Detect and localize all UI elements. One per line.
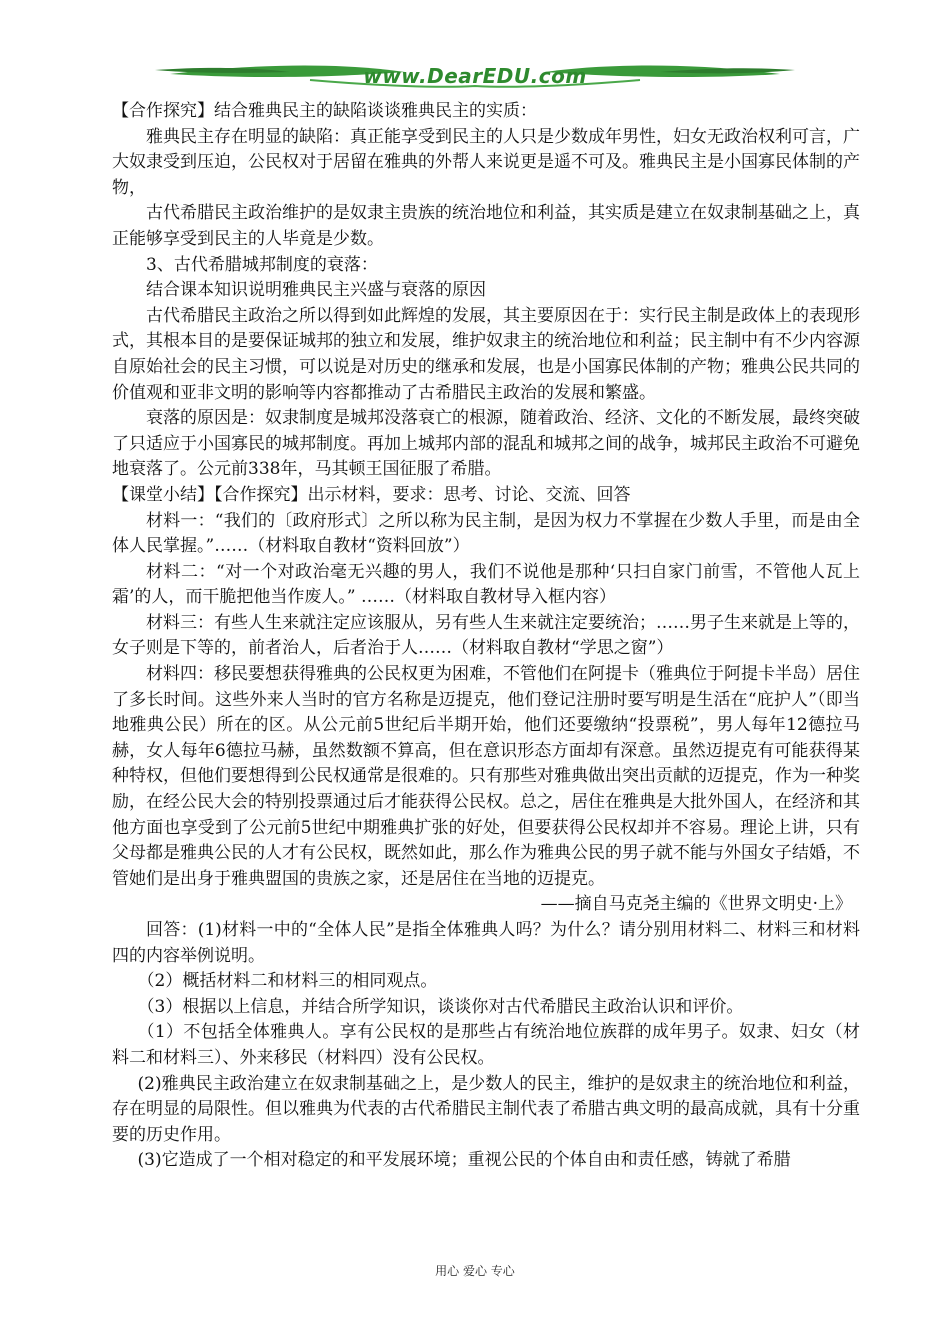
material-one: 材料一：“我们的〔政府形式〕之所以称为民主制，是因为权力不掌握在少数人手里，而是由全体人民掌握。”……（材料取自教材“资料回放”） (112, 510, 860, 557)
source-citation: ——摘自马克尧主编的《世界文明史·上》 (540, 894, 852, 915)
paragraph: 雅典民主存在明显的缺陷：真正能享受到民主的人只是少数成年男性，妇女无政治权利可言，广大奴隶受到压迫，公民权对于居留在雅典的外帮人来说更是遥不可及。雅典民主是小国寡民体制的产物， (112, 126, 860, 198)
paragraph: 古代希腊民主政治之所以得到如此辉煌的发展，其主要原因在于：实行民主制是政体上的表现形式，其根本目的是要保证城邦的独立和发展，维护奴隶主的统治地位和利益；民主制中有不少内容源自原始社会的民主习惯，可以说是对历史的继承和发展，也是小国寡民体制的产物；雅典公民共同的价值观和亚非文明的影响等内容都推动了古希腊民主政治的发展和繁盛。 (112, 305, 860, 403)
site-url: www.DearEDU.com (363, 64, 587, 88)
page-footer: 用心 爱心 专心 (435, 1264, 515, 1278)
section-heading: 3、古代希腊城邦制度的衰落： (146, 254, 378, 275)
question-2: （2）概括材料二和材料三的相同观点。 (137, 971, 438, 992)
answer-1: （1）不包括全体雅典人。享有公民权的是那些占有统治地位族群的成年男子。奴隶、妇女（材料二和材料三）、外来移民（材料四）没有公民权。 (112, 1022, 860, 1068)
answer-3: (3)它造成了一个相对稳定的和平发展环境；重视公民的个体自由和责任感，铸就了希腊 (137, 1150, 791, 1171)
site-header (150, 50, 800, 96)
paragraph: 【课堂小结】【合作探究】出示材料，要求：思考、讨论、交流、回答 (112, 484, 631, 505)
question-1: 回答：(1)材料一中的“全体人民”是指全体雅典人吗？为什么？请分别用材料二、材料三和材料四的内容举例说明。 (112, 920, 860, 966)
material-four: 材料四：移民要想获得雅典的公民权更为困难，不管他们在阿提卡（雅典位于阿提卡半岛）居住了多长时间。这些外来人当时的官方名称是迈提克，他们登记注册时要写明是生活在“庇护人”（即当地雅典公民）所在的区。从公元前5世纪后半期开始，他们还要缴纳“投票税”，男人每年12德拉马赫，女人每年6德拉马赫，虽然数额不算高，但在意识形态方面却有深意。虽然迈提克有可能获得某种特权，但他们要想得到公民权通常是很难的。只有那些对雅典做出突出贡献的迈提克，作为一种奖励，在经公民大会的特别投票通过后才能获得公民权。总之，居住在雅典是大批外国人，在经济和其他方面也享受到了公元前5世纪中期雅典扩张的好处，但要获得公民权却并不容易。理论上讲，只有父母都是雅典公民的人才有公民权，既然如此，那么作为雅典公民的男子就不能与外国女子结婚，不管她们是出身于雅典盟国的贵族之家，还是居住在当地的迈提克。 (112, 664, 860, 889)
answer-2: (2)雅典民主政治建立在奴隶制基础之上，是少数人的民主，维护的是奴隶主的统治地位和利益，存在明显的局限性。但以雅典为代表的古代希腊民主制代表了希腊古典文明的最高成就，具有十分重要的历史作用。 (112, 1073, 860, 1145)
article-body (112, 99, 860, 1174)
paragraph: 【合作探究】结合雅典民主的缺陷谈谈雅典民主的实质： (112, 101, 537, 121)
material-two: 材料二：“对一个对政治毫无兴趣的男人，我们不说他是那种‘只扫自家门前雪，不管他人瓦上霜’的人，而干脆把他当作废人。” ……（材料取自教材导入框内容） (112, 561, 860, 608)
paragraph: 结合课本知识说明雅典民主兴盛与衰落的原因 (146, 280, 486, 301)
question-3: （3）根据以上信息，并结合所学知识，谈谈你对古代希腊民主政治认识和评价。 (137, 996, 744, 1017)
material-three: 材料三：有些人生来就注定应该服从，另有些人生来就注定要统治；……男子生来就是上等的，女子则是下等的，前者治人，后者治于人……（材料取自教材“学思之窗”） (112, 612, 860, 659)
paragraph: 古代希腊民主政治维护的是奴隶主贵族的统治地位和利益，其实质是建立在奴隶制基础之上，真正能够享受到民主的人毕竟是少数。 (112, 203, 860, 249)
paragraph: 衰落的原因是：奴隶制度是城邦没落衰亡的根源，随着政治、经济、文化的不断发展，最终突破了只适应于小国寡民的城邦制度。再加上城邦内部的混乱和城邦之间的战争，城邦民主政治不可避免地衰落了。公元前338年，马其顿王国征服了希腊。 (112, 408, 860, 480)
